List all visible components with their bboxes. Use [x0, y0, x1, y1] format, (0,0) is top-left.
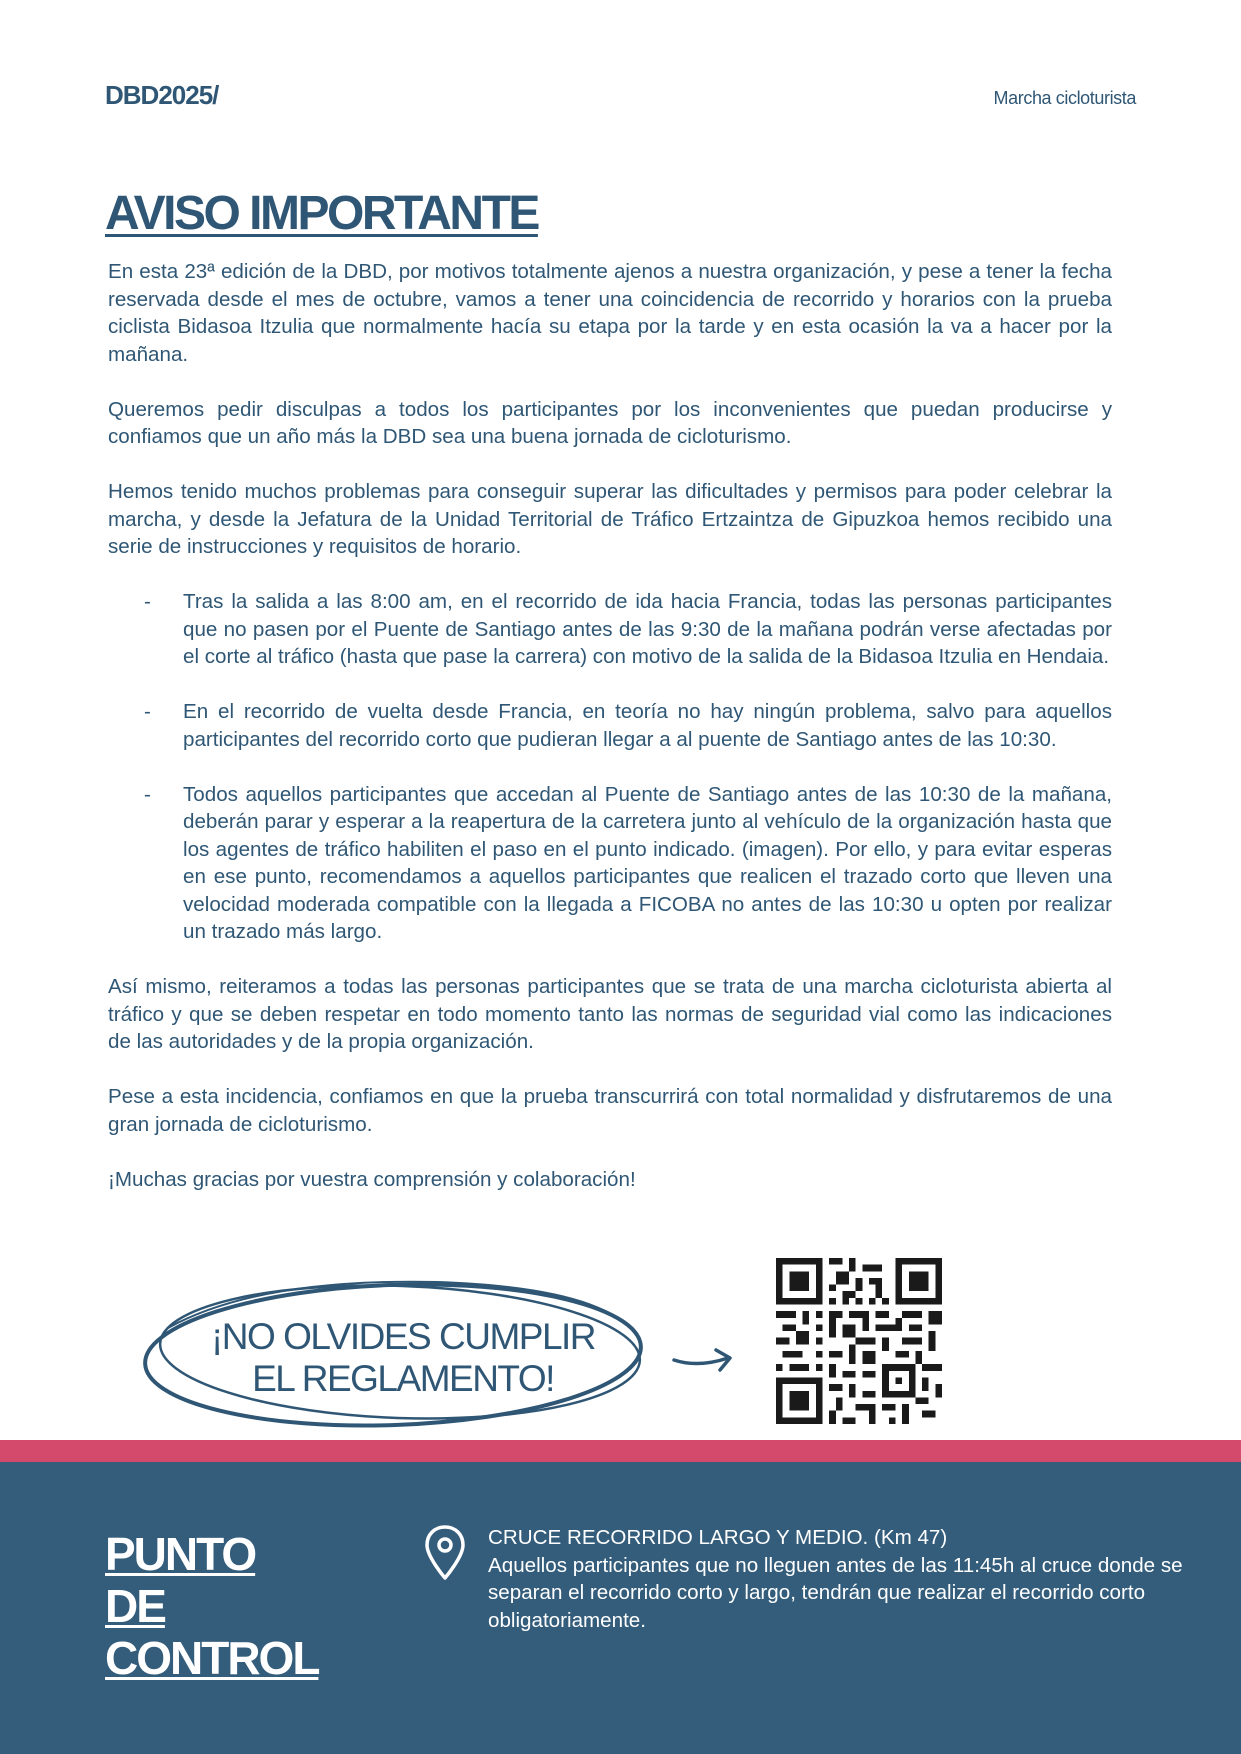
- control-point-title-line: DE: [105, 1580, 165, 1632]
- control-point-title-line: PUNTO: [105, 1528, 256, 1580]
- bullet-dash: -: [144, 700, 151, 723]
- reglamento-callout: [138, 1268, 658, 1438]
- paragraph: Así mismo, reiteramos a todas las personas participantes que se trata de una marcha cicloturista abierta al tráfico y que se deben respetar en todo momento tanto las normas de seguridad vial como las indicaciones de las autoridades y de la propia organización.: [108, 975, 1112, 1053]
- notice-title: AVISO IMPORTANTE: [105, 187, 538, 240]
- list-item: [108, 698, 1112, 753]
- notice-body: [108, 258, 1112, 1221]
- list-item: [108, 588, 1112, 671]
- list-item-text: En el recorrido de vuelta desde Francia, en teoría no hay ningún problema, salvo para aquellos participantes del recorrido corto que pudieran llegar a al puente de Santiago antes de las 10:30.: [183, 700, 1112, 751]
- arrow-right-icon: [670, 1344, 736, 1374]
- bullet-dash: -: [144, 590, 151, 613]
- control-point-info: [488, 1524, 1188, 1634]
- reglamento-line-1: ¡NO OLVIDES CUMPLIR: [210, 1316, 596, 1357]
- control-point-description: Aquellos participantes que no lleguen antes de las 11:45h al cruce donde se separan el recorrido corto y largo, tendrán que realizar el recorrido corto obligatoriamente.: [488, 1553, 1183, 1632]
- requirements-list: [108, 588, 1112, 946]
- thanks-paragraph: ¡Muchas gracias por vuestra comprensión y colaboración!: [108, 1167, 636, 1191]
- brand-label: DBD2025/: [105, 80, 219, 110]
- control-point-title: [105, 1528, 318, 1684]
- control-point-heading: CRUCE RECORRIDO LARGO Y MEDIO. (Km 47): [488, 1526, 948, 1549]
- list-item-text: Todos aquellos participantes que accedan al Puente de Santiago antes de las 10:30 de la mañana, deberán parar y esperar a la reapertura de la carretera junto al vehículo de la organización hasta que los agentes de tráfico habiliten el paso en el punto indicado. (imagen). Por ello, y para evitar esperas en ese punto, recomendamos a aquellos participantes que realicen el trazado corto que lleven una velocidad moderada compatible con la llegada a FICOBA no antes de las 10:30 u opten por realizar un trazado más largo.: [183, 782, 1112, 943]
- paragraph: Hemos tenido muchos problemas para conseguir superar las dificultades y permisos para poder celebrar la marcha, y desde la Jefatura de la Unidad Territorial de Tráfico Ertzaintza de Gipuzkoa hemos recibido una serie de instrucciones y requisitos de horario.: [108, 480, 1112, 558]
- list-item: [108, 781, 1112, 946]
- event-type-label: Marcha cicloturista: [993, 88, 1136, 108]
- control-point-section: [0, 1462, 1241, 1754]
- reglamento-text: [198, 1316, 608, 1400]
- control-point-title-line: CONTROL: [105, 1632, 319, 1684]
- bullet-dash: -: [144, 782, 151, 806]
- list-item-text: Tras la salida a las 8:00 am, en el recorrido de ida hacia Francia, todas las personas participantes que no pasen por el Puente de Santiago antes de las 9:30 de la mañana podrán verse afectadas por el corte al tráfico (hasta que pase la carrera) con motivo de la salida de la Bidasoa Itzulia en Hendaia.: [183, 590, 1112, 668]
- accent-band: [0, 1440, 1241, 1462]
- qr-code-icon[interactable]: [776, 1258, 942, 1424]
- paragraph: Queremos pedir disculpas a todos los participantes por los inconvenientes que puedan producirse y confiamos que un año más la DBD sea una buena jornada de cicloturismo.: [108, 397, 1112, 448]
- paragraph: En esta 23ª edición de la DBD, por motivos totalmente ajenos a nuestra organización, y pese a tener la fecha reservada desde el mes de octubre, vamos a tener una coincidencia de recorrido y horarios con la prueba ciclista Bidasoa Itzulia que normalmente hacía su etapa por la tarde y en esta ocasión la va a hacer por la mañana.: [108, 260, 1112, 366]
- paragraph: Pese a esta incidencia, confiamos en que la prueba transcurrirá con total normalidad y disfrutaremos de una gran jornada de cicloturismo.: [108, 1085, 1112, 1136]
- reglamento-line-2: EL REGLAMENTO!: [252, 1358, 554, 1399]
- location-pin-icon: [424, 1524, 466, 1582]
